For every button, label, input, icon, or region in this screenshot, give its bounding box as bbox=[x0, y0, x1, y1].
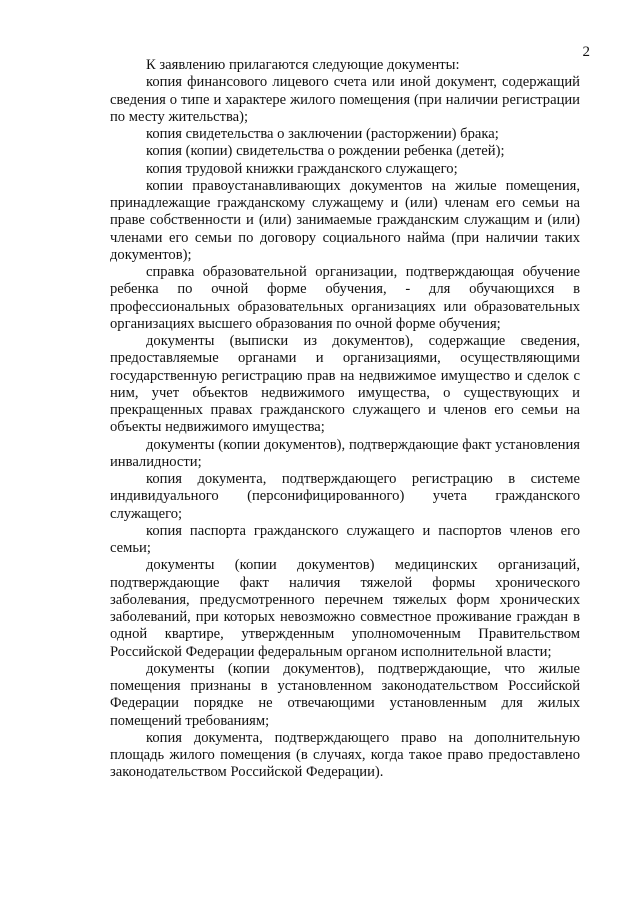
paragraph-intro: К заявлению прилагаются следующие документы: bbox=[146, 57, 460, 73]
paragraph-work-book: копия трудовой книжки гражданского служащего; bbox=[146, 160, 458, 177]
paragraph-personal-account: копия документа, подтверждающего регистрацию в системе индивидуального (персонифицированного) учета гражданского служащего; bbox=[110, 471, 580, 522]
paragraph-medical-documents: документы (копии документов) медицинских организаций, подтверждающие факт наличия тяжелой формы хронического заболевания, предусмотренного перечнем тяжелых форм хронических заболеваний, при которых невозможно совместное проживание граждан в одной квартире, утвержденным уполномоченным Правительством Российской Федерации федеральным органом исполнительной власти; bbox=[110, 557, 580, 660]
paragraph-disability: документы (копии документов), подтверждающие факт установления инвалидности; bbox=[110, 436, 580, 470]
paragraph-title-documents: копии правоустанавливающих документов на жилые помещения, принадлежащие гражданскому служащему и (или) членам его семьи на праве собственности и (или) занимаемые гражданским служащим и (или) членами его семьи по договору социального найма (при наличии таких документов); bbox=[110, 177, 580, 263]
page-number: 2 bbox=[582, 44, 590, 60]
paragraph-registry-extracts: документы (выписки из документов), содержащие сведения, предоставляемые органами и организациями, осуществляющими государственную регистрацию прав на недвижимое имущество и сделок с ним, учет объектов недвижимого имущества, о существующих и прекращенных правах гражданского служащего и членов его семьи на объекты недвижимого имущества; bbox=[110, 333, 580, 436]
paragraph-marriage-certificate: копия свидетельства о заключении (расторжении) брака; bbox=[146, 126, 499, 142]
paragraph-unfit-housing: документы (копии документов), подтверждающие, что жилые помещения признаны в установленном законодательством Российской Федерации порядке не отвечающими установленным для жилых помещений требованиям; bbox=[110, 660, 580, 729]
document-body bbox=[110, 57, 580, 782]
paragraph-education-certificate: справка образовательной организации, подтверждающая обучение ребенка по очной форме обучения, - для обучающихся в профессиональных образовательных организациях или образовательных организациях высшего образования по очной форме обучения; bbox=[110, 264, 580, 332]
paragraph-passports: копия паспорта гражданского служащего и паспортов членов его семьи; bbox=[110, 522, 580, 556]
paragraph-financial-account: копия финансового лицевого счета или иной документ, содержащий сведения о типе и характере жилого помещения (при наличии регистрации по месту жительства); bbox=[110, 74, 580, 125]
paragraph-birth-certificate: копия (копии) свидетельства о рождении ребенка (детей); bbox=[146, 143, 505, 160]
paragraph-additional-area: копия документа, подтверждающего право на дополнительную площадь жилого помещения (в случаях, когда такое право предоставлено законодательством Российской Федерации). bbox=[110, 729, 580, 781]
